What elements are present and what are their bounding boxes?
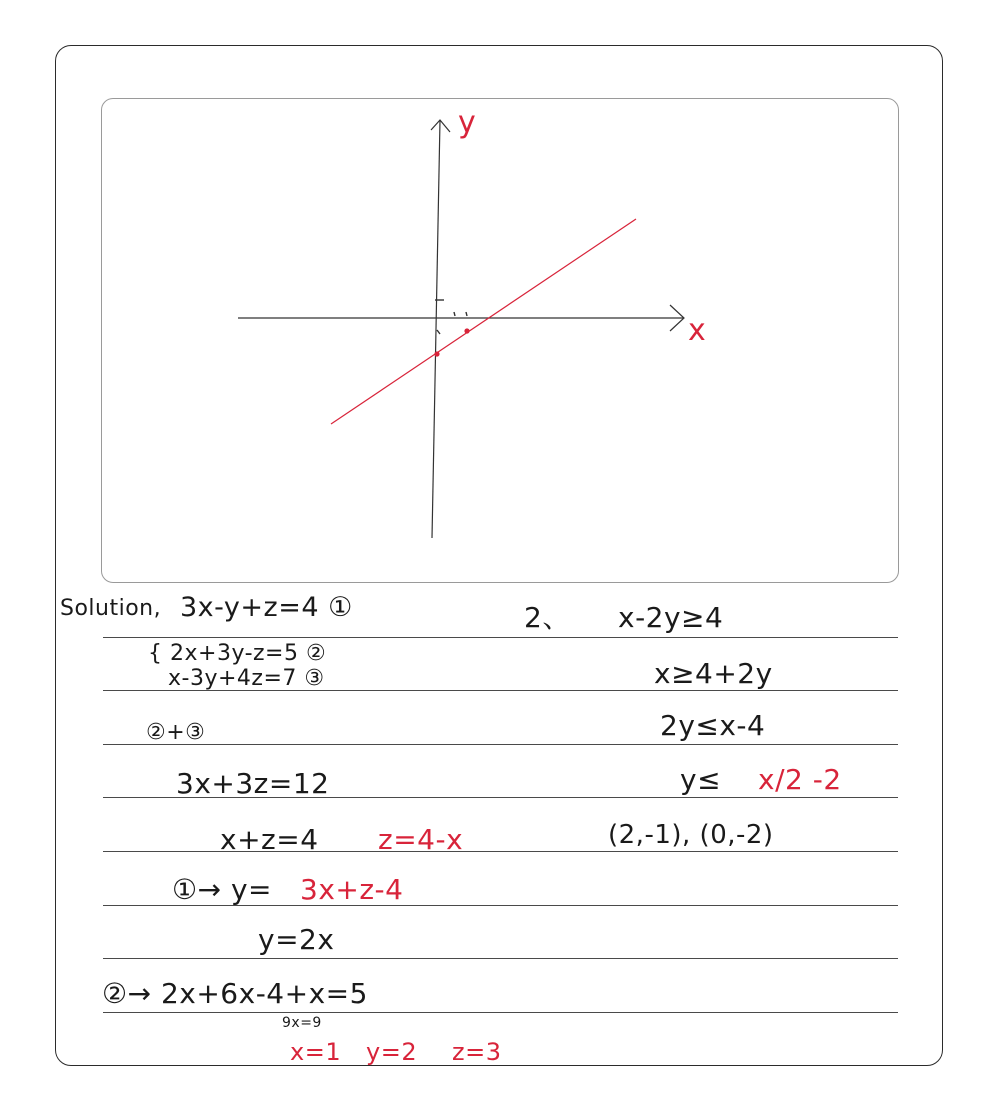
step-z-expression: z=4-x [378, 823, 464, 856]
equation-3: x-3y+4z=7 ③ [168, 666, 325, 691]
boundary-points: (2,-1), (0,-2) [608, 820, 774, 850]
graph-line-red [331, 219, 636, 424]
rule-line [103, 1012, 898, 1013]
answer-y: y=2 [366, 1038, 418, 1066]
rule-line [103, 958, 898, 959]
answer-x: x=1 [290, 1038, 342, 1066]
rule-line [103, 744, 898, 745]
step-3x-3z: 3x+3z=12 [176, 767, 330, 800]
y-axis-label: y [458, 105, 476, 140]
step-add-2-3: ②+③ [146, 720, 206, 745]
answer-z: z=3 [452, 1038, 502, 1066]
solution-label: Solution, [60, 596, 162, 621]
y-axis [432, 120, 440, 538]
step-substitute-2: ②→ 2x+6x-4+x=5 [102, 977, 368, 1010]
equation-1: 3x-y+z=4 ① [180, 592, 353, 623]
rule-line [103, 637, 898, 638]
x-axis-label: x [688, 313, 706, 348]
step-y-2x: y=2x [258, 923, 335, 956]
tick-x-2 [466, 312, 467, 316]
point-intercept-x [464, 328, 469, 333]
inequality-step-1: x≥4+2y [654, 657, 773, 690]
inequality-step-2: 2y≤x-4 [660, 709, 766, 742]
inequality-original: x-2y≥4 [618, 601, 724, 634]
inequality-step-3-rhs: x/2 -2 [758, 763, 842, 796]
step-y-expression: 3x+z-4 [300, 873, 404, 906]
tick-x-1 [454, 312, 455, 316]
step-9x-9: 9x=9 [282, 1015, 322, 1031]
problem-2-number: 2、 [524, 601, 571, 634]
inequality-step-3: y≤ [680, 763, 722, 796]
tick-y-2 [437, 330, 440, 334]
point-intercept-y [434, 351, 439, 356]
step-y-from-1: ①→ y= [172, 873, 272, 906]
step-x-plus-z: x+z=4 [220, 823, 319, 856]
equation-2: { 2x+3y-z=5 ② [148, 641, 327, 666]
